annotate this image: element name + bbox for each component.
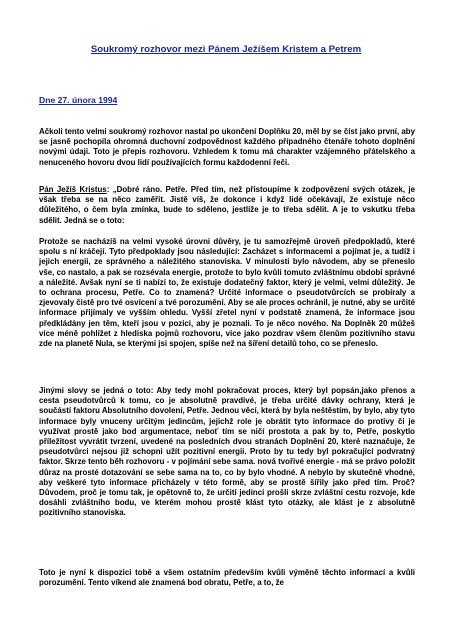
body-paragraph-1: Protože se nacházíš na velmi vysoké úrovni důvěry, je tu samozřejmě úroveň předpokladů, které spolu s ní kráčejí. Tyto předpoklady jsou následující: Zacházet s informacemi a pojímat je, a tudíž i jejich energii, ze správného a náležitého stanoviska. V minulosti bylo návodem, aby se přeneslo vše, co nastalo, a pak se rozsévala energie, protože to bylo kvůli tomuto zvláštnímu období správné a náležité. Avšak nyní se ti nabízí to, že existuje dodatečný faktor, který je velmi, velmi důležitý. Je to ochrana procesu, Petře. Co to znamená? Určité informace o pseudotvůrcích se probíraly a zjevovaly čistě pro tvé osvícení a tvé porozumění. Aby se ale proces ochránil, je nutné, aby se určité informace přijímaly ve vyšším ohledu. Vyšší zřetel nyní v podstatě znamená, že informace jsou předkládány jen těm, kteří jsou v pozici, aby je poznali. To je něco nového. Na Doplněk 20 můžeš více méně pohlížet z hlediska pojmů rozhovoru, více jako pozdrav všem členům pozitivního stavu zde na planetě Nula, se kterými jsi spojen, spíše než na šíření detailů toho, co se přeneslo. (39, 237, 415, 349)
body-paragraph-3: Toto je nyní k dispozici tobě a všem ostatním především kvůli výměně těchto informací a kvůli porozumění. Tento víkend ale znamená bod obratu, Petře, a to, že (39, 568, 415, 588)
speaker-name: Pán Ježíš Kristus (39, 185, 107, 194)
document-date: Dne 27. února 1994 (39, 95, 118, 105)
body-paragraph-2: Jinými slovy se jedná o toto: Aby tedy mohl pokračovat proces, který byl popsán,jako přenos a cesta pseudotvůrců k tomu, co je absolutně pravdivé, je třeba určité dávky ochrany, která je součástí faktoru Absolutního dovolení, Petře. Jednou věcí, která by byla neštěstím, by bylo, aby tyto informace byly vnuceny určitým jedincům, jejichž role je obrátit tyto informace do protivy či je využívat prostě jako bod argumentace, neboť tím se ničí prostota a pak by to, Petře, poskytlo příležitost vyvrátit tvrzení, uvedené na posledních dvou stranách Doplnění 20, které naznačuje, že pseudotvůrci nejsou již schopni užít pozitivní energii. Proto by tu tedy byl pokračující podvratný faktor. Skrze tento běh rozhovoru - v pojímání sebe sama. nová tvořivé energie - má se právo položit důraz na prosté dotazování se sebe sama na to, co by bylo vhodné. A nebylo by skutečně vhodné, aby veškeré tyto informace přicházely v této formě, aby se prostě šířily jako před tím. Proč? Důvodem, proč je tomu tak, je opětovně to, že určití jedinci prošli skrze zvláštní cestu rozvoje, kde dosáhli zvláštního bodu, ve kterém mohou prostě klást tyto otázky, ale klást je z absolutně pozitivního stanoviska. (39, 386, 415, 518)
speech-text: : „Dobré ráno. Petře. Před tím, než přistoupíme k zodpovězení svých otázek, je však třeba se na něco zaměřit. Jistě víš, že dokonce i když lidé očekávají, že existuje něco důležitého, o čem byla zmínka, bude to sděleno, jestliže je to třeba sdělit. A je to vskutku třeba sdělit. Jedná se o toto: (39, 185, 415, 225)
intro-paragraph: Ačkoli tento velmi soukromý rozhovor nastal po ukončení Doplňku 20, měl by se číst jako první, aby se jasně pochopila ohromná duchovní zodpovědnost každého případného čtenáře tohoto doplnění novými údaji. Toto je přepis rozhovoru. Vzhledem k tomu má charakter vzájemného přátelského a nenuceného hovoru dvou lidí používajících formu každodenní řeči. (39, 127, 415, 167)
document-title: Soukromý rozhovor mezi Pánem Ježíšem Kristem a Petrem (90, 44, 362, 55)
speech-paragraph (39, 185, 415, 226)
